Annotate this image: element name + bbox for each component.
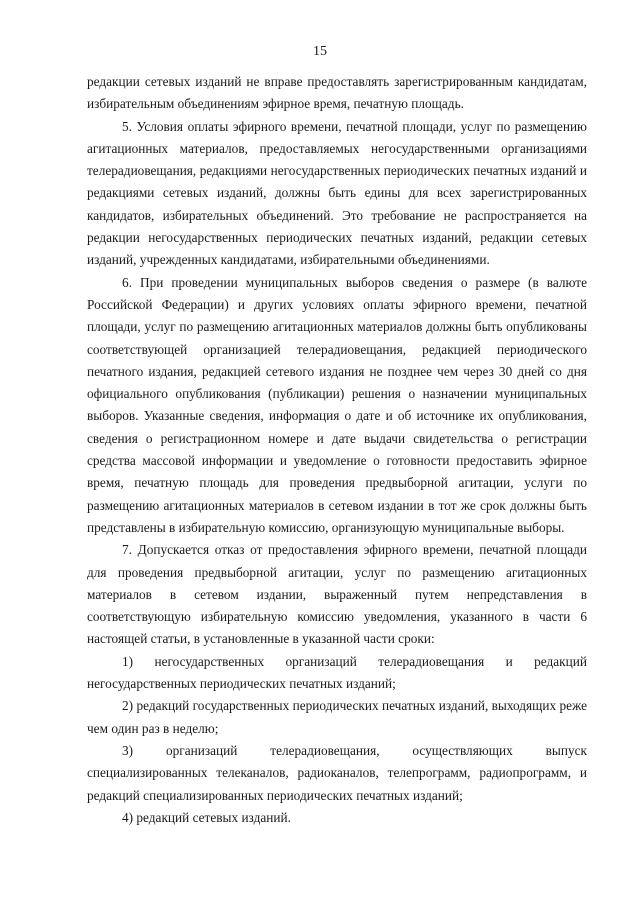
subitem-4: 4) редакций сетевых изданий. xyxy=(122,809,291,825)
paragraph-continuation: редакции сетевых изданий не вправе предоставлять зарегистрированным кандидатам, избирательным объединениям эфирное время, печатную площадь. xyxy=(87,74,587,112)
paragraph-item-5: 5. Условия оплаты эфирного времени, печатной площади, услуг по размещению агитационных материалов, предоставляемых негосударственными организациями телерадиовещания, редакциями негосударственных периодических печатных изданий и редакциями сетевых изданий, должны быть едины для всех зарегистрированных кандидатов, избирательных объединений. Это требование не распространяется на редакции негосударственных периодических печатных изданий, редакции сетевых изданий, учрежденных кандидатами, избирательными объединениями. xyxy=(87,118,587,268)
page-number: 15 xyxy=(313,44,327,59)
document-body xyxy=(87,71,587,829)
paragraph-item-6: 6. При проведении муниципальных выборов сведения о размере (в валюте Российской Федерации) и других условиях оплаты эфирного времени, печатной площади, услуг по размещению агитационных материалов должны быть опубликованы соответствующей организацией телерадиовещания, редакцией периодического печатного издания, редакцией сетевого издания не позднее чем через 30 дней со дня официального опубликования (публикации) решения о назначении муниципальных выборов. Указанные сведения, информация о дате и об источнике их опубликования, сведения о регистрационном номере и дате выдачи свидетельства о регистрации средства массовой информации и уведомление о готовности предоставить эфирное время, печатную площадь для проведения предвыборной агитации, услуги по размещению агитационных материалов в сетевом издании в тот же срок должны быть представлены в избирательную комиссию, организующую муниципальные выборы. xyxy=(87,274,587,535)
subitem-2: 2) редакций государственных периодических печатных изданий, выходящих реже чем один раз в неделю; xyxy=(87,698,587,736)
paragraph-item-7: 7. Допускается отказ от предоставления эфирного времени, печатной площади для проведения предвыборной агитации, услуг по размещению агитационных материалов в сетевом издании, выраженный путем непредставления в соответствующую избирательную комиссию уведомления, указанного в части 6 настоящей статьи, в установленные в указанной части сроки: xyxy=(87,542,587,647)
subitem-1: 1) негосударственных организаций телерадиовещания и редакций негосударственных периодических печатных изданий; xyxy=(87,653,587,692)
subitem-3: 3) организаций телерадиовещания, осуществляющих выпуск специализированных телеканалов, радиоканалов, телепрограмм, радиопрограмм, и редакций специализированных периодических печатных изданий; xyxy=(87,742,587,803)
